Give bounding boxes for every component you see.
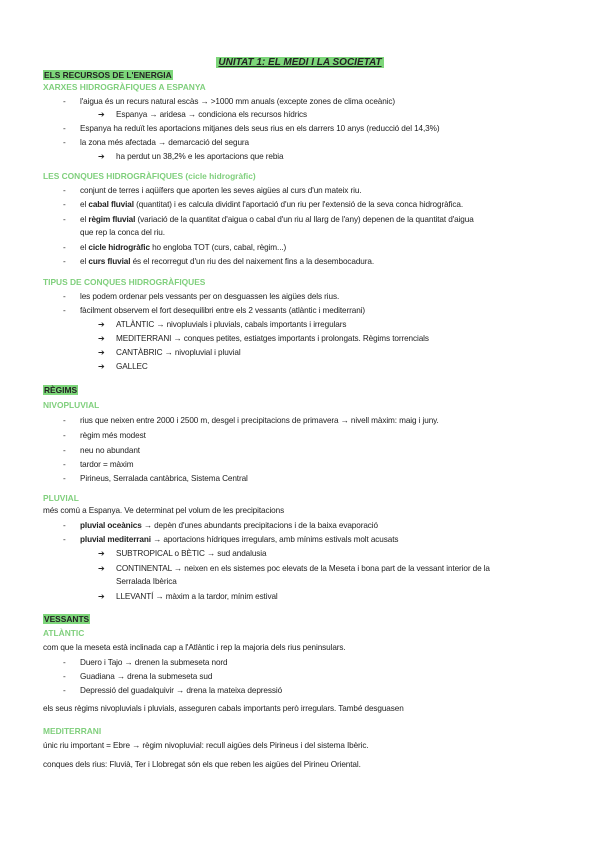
bullet-dash: - [63,672,66,681]
text-line: els seus règims nivopluvials i pluvials, asseguren cabals importants però irregulars. També desguasen [43,704,404,713]
arrow-icon: ➔ [98,320,105,329]
arrow-icon: ➔ [98,348,105,357]
arrow-icon: ➔ [98,564,105,573]
text-line: conques dels rius: Fluvià, Ter i Llobregat són els que reben les aigües del Pirineu Oriental. [43,760,361,769]
text-line: conjunt de terres i aqüífers que aporten les seves aigües al curs d'un mateix riu. [80,186,362,195]
text-line: SUBTROPICAL o BÈTIC → sud andalusia [116,549,267,558]
bullet-dash: - [63,474,66,483]
text-line: el curs fluvial és el recorregut d'un riu des del naixement fins a la desembocadura. [80,257,375,266]
bullet-dash: - [63,446,66,455]
subheading-tipus: TIPUS DE CONQUES HIDROGRÀFIQUES [43,277,206,287]
subheading-xarxes: XARXES HIDROGRÀFIQUES A ESPANYA [43,82,206,92]
text-line: com que la meseta està inclinada cap a l'Atlàntic i rep la majoria dels rius peninsulars. [43,643,346,652]
text-line: règim més modest [80,431,146,440]
text-line: CONTINENTAL → neixen en els sistemes poc elevats de la Meseta i bona part de la vessant interior de la [116,564,490,573]
arrow-icon: ➔ [98,110,105,119]
bullet-dash: - [63,215,66,224]
subheading-conques: LES CONQUES HIDROGRÀFIQUES (cicle hidrogràfic) [43,171,256,181]
bullet-dash: - [63,686,66,695]
text-line: el règim fluvial (variació de la quantitat d'aigua o cabal d'un riu al llarg de l'any) depenen de la quantitat d'aigua [80,215,474,224]
bullet-dash: - [63,97,66,106]
text-line: les podem ordenar pels vessants per on desguassen les aigües dels rius. [80,292,340,301]
bullet-dash: - [63,658,66,667]
page-title: UNITAT 1: EL MEDI I LA SOCIETAT [218,57,382,68]
bullet-dash: - [63,257,66,266]
text-line: únic riu important = Ebre → règim nivopluvial: recull aigües dels Pirineus i del sistema Ibèric. [43,741,369,750]
subheading-nivopluvial: NIVOPLUVIAL [43,400,100,410]
text-line: CANTÀBRIC → nivopluvial i pluvial [116,348,241,357]
text-line: Duero i Tajo → drenen la submeseta nord [80,658,228,667]
text-line: Espanya ha reduït les aportacions mitjanes dels seus rius en els darrers 10 anys (reducció del 14,3%) [80,124,440,133]
bullet-dash: - [63,138,66,147]
arrow-icon: ➔ [98,549,105,558]
text-line: Depressió del guadalquivir → drena la mateixa depressió [80,686,283,695]
text-line: el cicle hidrogràfic ho engloba TOT (curs, cabal, règim...) [80,243,287,252]
bullet-dash: - [63,292,66,301]
text-line: LLEVANTÍ → màxim a la tardor, mínim estival [116,592,278,601]
arrow-icon: ➔ [98,592,105,601]
bullet-dash: - [63,200,66,209]
text-line: ha perdut un 38,2% e les aportacions que rebia [116,152,284,161]
text-line: MEDITERRANI → conques petites, estiatges importants i prolongats. Règims torrencials [116,334,429,343]
text-line: GALLEC [116,362,148,371]
section-heading-energy: ELS RECURSOS DE L'ENERGIA [44,70,172,80]
text-line: ATLÀNTIC → nivopluvials i pluvials, cabals importants i irregulars [116,320,347,329]
arrow-icon: ➔ [98,152,105,161]
arrow-icon: ➔ [98,362,105,371]
bullet-dash: - [63,416,66,425]
subheading-atlantic: ATLÀNTIC [43,628,85,638]
bullet-dash: - [63,460,66,469]
subheading-mediterrani: MEDITERRANI [43,726,102,736]
text-line: pluvial oceànics → depèn d'unes abundants precipitacions i de la baixa evaporació [80,521,378,530]
text-line: Espanya → aridesa → condiciona els recursos hídrics [116,110,308,119]
subheading-pluvial: PLUVIAL [43,493,79,503]
bullet-dash: - [63,124,66,133]
text-line: Guadiana → drena la submeseta sud [80,672,213,681]
text-line: més comú a Espanya. Ve determinat pel volum de les precipitacions [43,506,285,515]
arrow-icon: ➔ [98,334,105,343]
section-heading-vessants: VESSANTS [44,614,90,624]
text-line: el cabal fluvial (quantitat) i es calcula dividint l'aportació d'un riu per l'extensió de la seva conca hidrogràfica. [80,200,464,209]
bullet-dash: - [63,521,66,530]
text-line: Serralada Ibèrica [116,577,177,586]
text-line: l'aigua és un recurs natural escàs → >1000 mm anuals (excepte zones de clima oceànic) [80,97,396,106]
text-line: tardor = màxim [80,460,134,469]
bullet-dash: - [63,243,66,252]
text-line: Pirineus, Serralada cantàbrica, Sistema Central [80,474,248,483]
bullet-dash: - [63,535,66,544]
bullet-dash: - [63,306,66,315]
section-heading-regims: RÈGIMS [44,385,78,395]
bullet-dash: - [63,431,66,440]
text-line: la zona més afectada → demarcació del segura [80,138,249,147]
text-line: pluvial mediterrani → aportacions hídriques irregulars, amb mínims estivals molt acusats [80,535,399,544]
bullet-dash: - [63,186,66,195]
text-line: neu no abundant [80,446,140,455]
text-line: fàcilment observem el fort desequilibri entre els 2 vessants (atlàntic i mediterrani) [80,306,366,315]
text-line: rius que neixen entre 2000 i 2500 m, desgel i precipitacions de primavera → nivell màxim: maig i juny. [80,416,439,425]
text-line: que rep la conca del riu. [80,228,165,237]
